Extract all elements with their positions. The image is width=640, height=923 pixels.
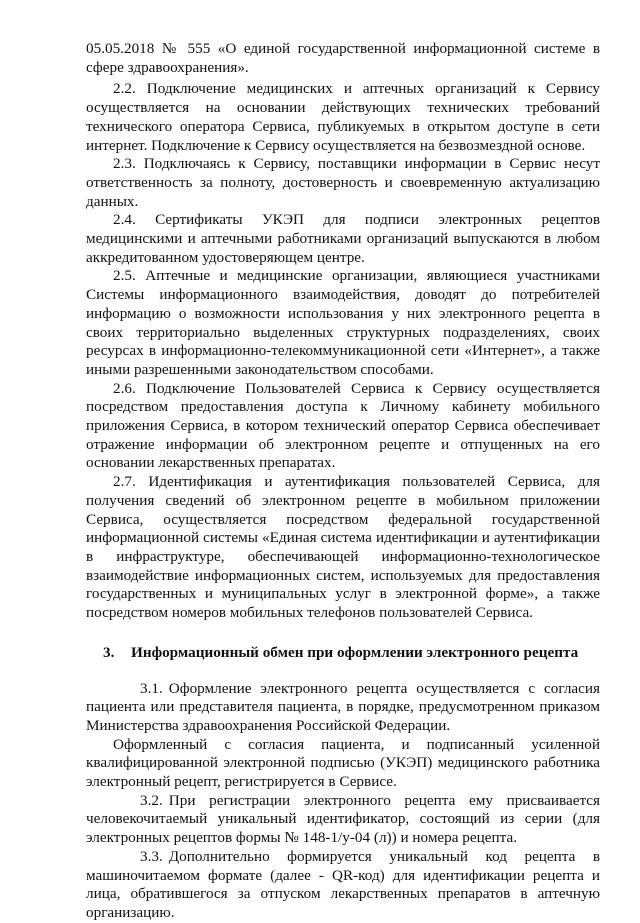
section-3-number: 3. [103, 643, 115, 661]
paragraph-3-1-number: 3.1. [140, 679, 163, 697]
paragraph-2-3: 2.3. Подключаясь к Сервису, поставщики информации в Сервис несут ответственность за полноту, достоверность и своевременную актуализацию данных. [86, 155, 600, 210]
section-3-heading [86, 644, 600, 663]
paragraph-intro: 05.05.2018 № 555 «О единой государственной информационной системе в сфере здравоохранения». [86, 40, 600, 76]
paragraph-3-1-text: Оформление электронного рецепта осуществляется с согласия пациента или представителя пациента, в порядке, предусмотренном приказом Министерства здравоохранения Российской Федерации. [86, 679, 600, 734]
paragraph-2-2: 2.2. Подключение медицинских и аптечных организаций к Сервису осуществляется на основании действующих технических требований технического оператора Сервиса, публикуемых в открытом доступе в сети интернет. Подключение к Сервису осуществляется на безвозмездной основе. [86, 80, 600, 154]
document-page [86, 40, 600, 923]
paragraph-2-7: 2.7. Идентификация и аутентификация пользователей Сервиса, для получения сведений об электронном рецепте в мобильном приложении Сервиса, осуществляется посредством федеральной государственной информационной системы «Единая система идентификации и аутентификации в инфраструктуре, обеспечивающей информационно-технологическое взаимодействие информационных систем, используемых для предоставления государственных и муниципальных услуг в электронной форме», а также посредством номеров мобильных телефонов пользователей Сервиса. [86, 473, 600, 622]
paragraph-3-2-number: 3.2. [140, 791, 163, 809]
section-3-title: Информационный обмен при оформлении электронного рецепта [131, 643, 579, 661]
paragraph-3-1 [86, 680, 600, 736]
paragraph-3-3 [86, 848, 600, 923]
paragraph-3-2-text: При регистрации электронного рецепта ему присваивается человекочитаемый уникальный идентификатор, состоящий из серии (для электронных рецептов формы № 148-1/у-04 (л)) и номера рецепта. [86, 791, 600, 847]
paragraph-2-6: 2.6. Подключение Пользователей Сервиса к Сервису осуществляется посредством предоставления доступа к Личному кабинету мобильного приложения Сервиса, в котором технический оператор Сервиса обеспечивает отражение информации об электронном рецепте и отпущенных на его основании лекарственных препаратах. [86, 379, 600, 472]
paragraph-3-2 [86, 792, 600, 848]
paragraph-3-3-text: Дополнительно формируется уникальный код рецепта в машиночитаемом формате (далее - QR-код) для идентификации рецепта и лица, обратившегося за отпуском лекарственных препаратов в аптечную организацию. [86, 847, 600, 921]
paragraph-2-4: 2.4. Сертификаты УКЭП для подписи электронных рецептов медицинскими и аптечными работниками организаций выпускаются в любом аккредитованном удостоверяющем центре. [86, 211, 600, 266]
paragraph-3-1-b: Оформленный с согласия пациента, и подписанный усиленной квалифицированной электронной подписью (УКЭП) медицинского работника электронный рецепт, регистрируется в Сервисе. [86, 735, 600, 791]
paragraph-2-5: 2.5. Аптечные и медицинские организации, являющиеся участниками Системы информационного взаимодействия, доводят до потребителей информацию о возможности использования у них электронного рецепта в своих территориально выделенных структурных подразделениях, своих ресурсах в информационно-телекоммуникационной сети «Интернет», а также иными разрешенными законодательством способами. [86, 267, 600, 378]
paragraph-3-3-number: 3.3. [140, 847, 163, 865]
